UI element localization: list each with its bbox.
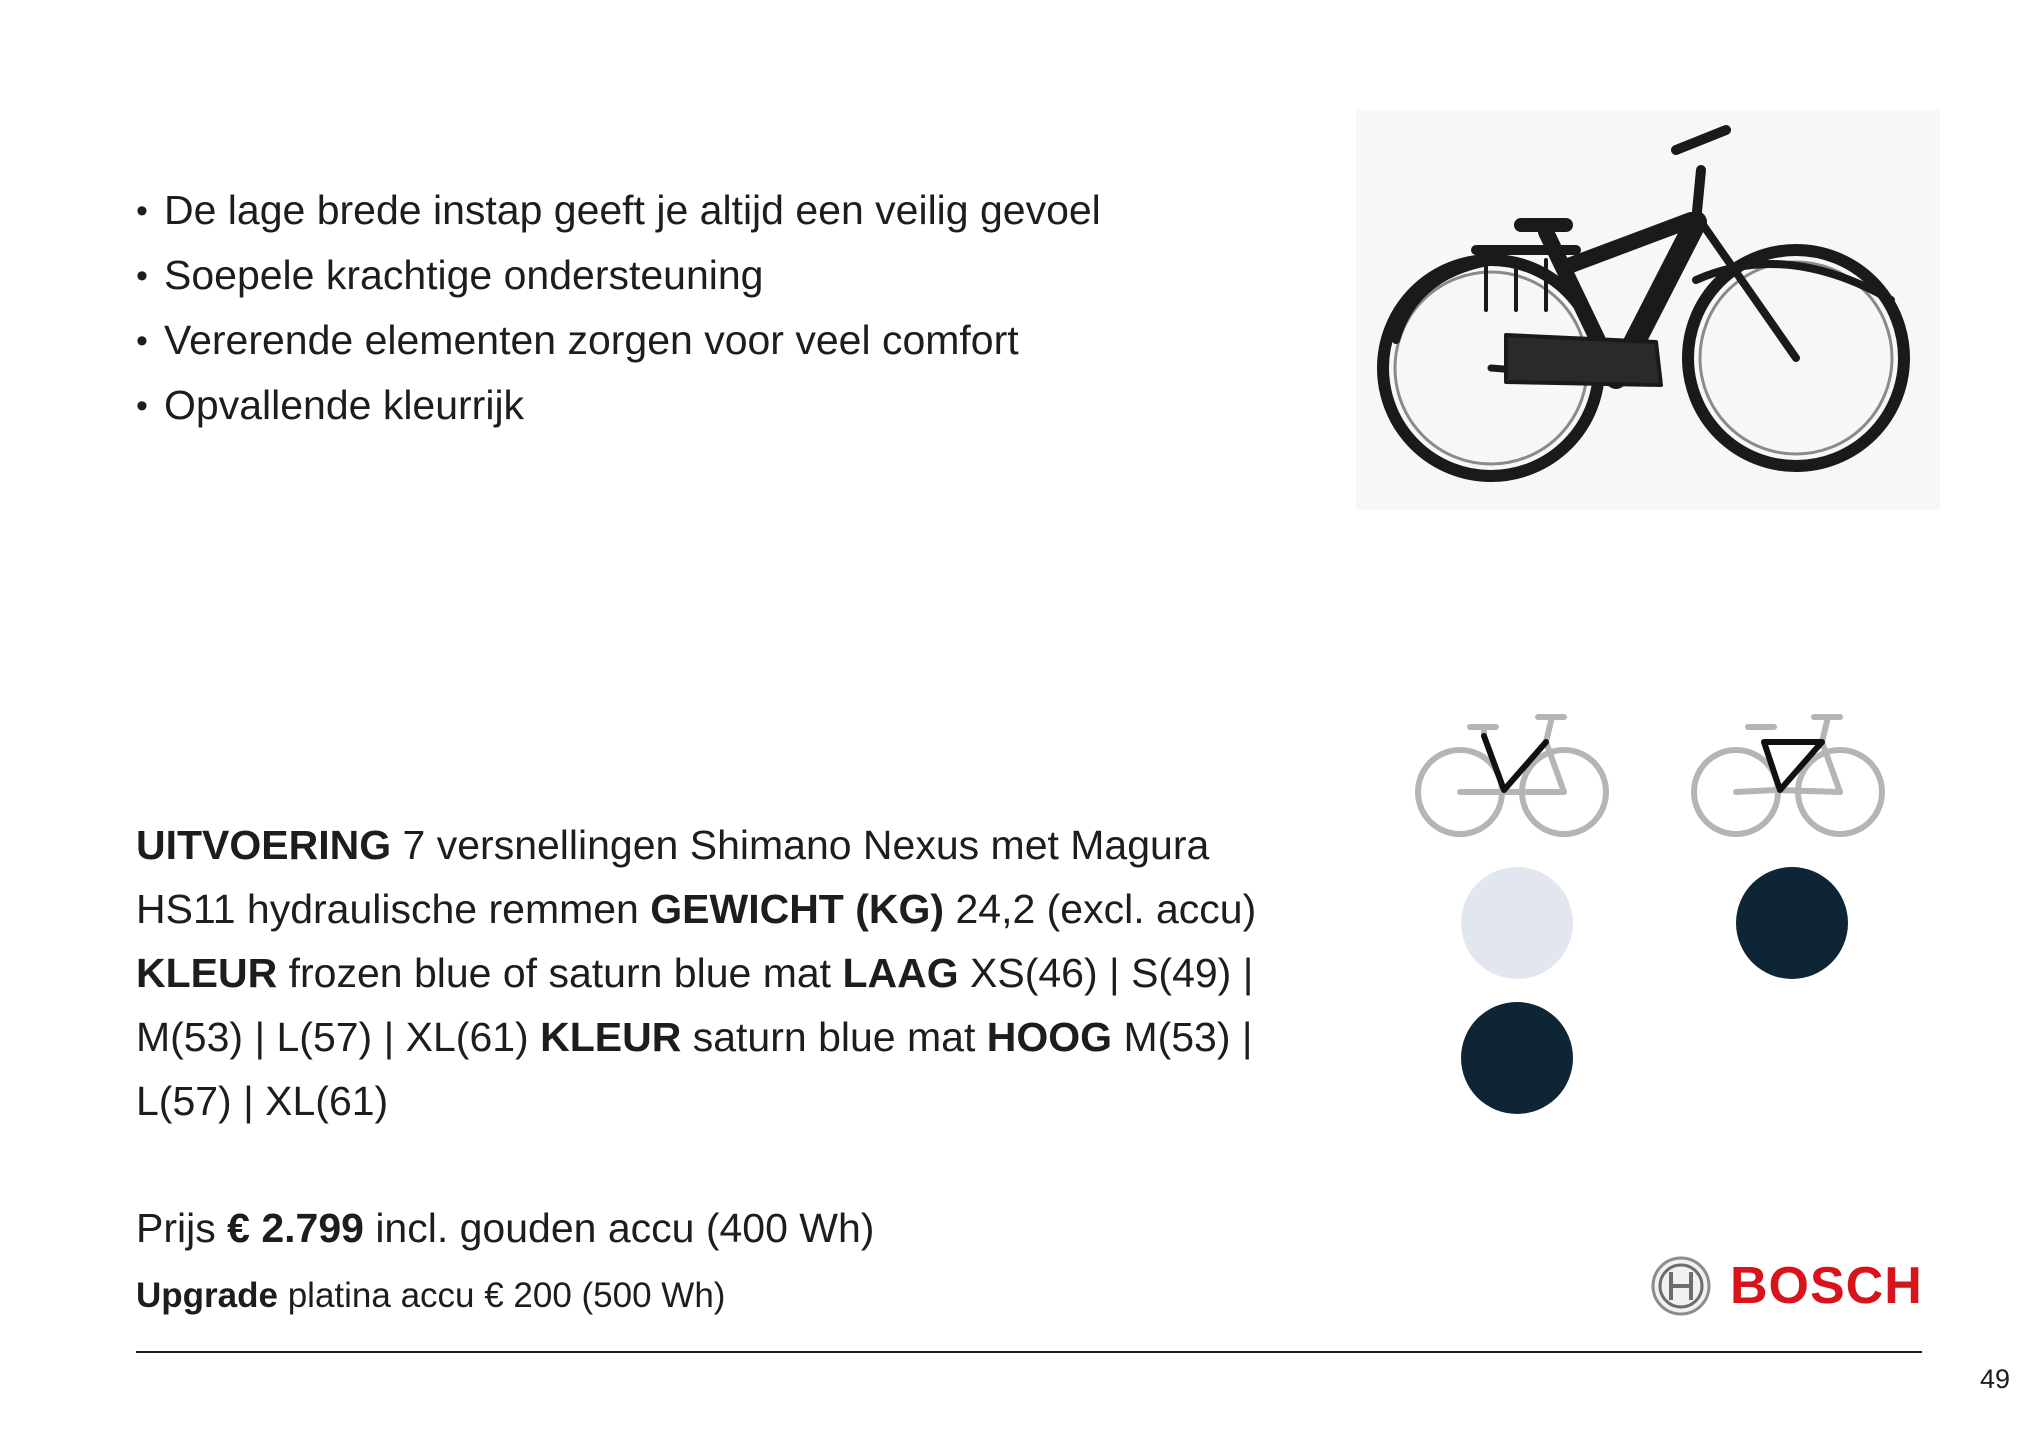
specs-paragraph [136, 813, 1296, 1133]
spec-label: GEWICHT (KG) [650, 886, 945, 932]
page-number: 49 [1979, 1364, 2010, 1394]
upgrade-text: platina accu € 200 (500 Wh) [287, 1276, 726, 1315]
spec-value: 7 versnellingen Shimano Nexus met Magura HS11 hydraulische remmen [136, 822, 1210, 932]
feature-item: • Opvallende kleurrijk [136, 373, 1101, 438]
divider [136, 1351, 1922, 1353]
feature-item: • Vererende elementen zorgen voor veel comfort [136, 308, 1101, 373]
spec-label: LAAG [842, 950, 959, 996]
feature-item: • Soepele krachtige ondersteuning [136, 243, 1101, 308]
price-amount: € 2.799 [227, 1205, 364, 1251]
color-swatch-saturn-blue [1461, 1002, 1573, 1114]
feature-item: • De lage brede instap geeft je altijd een veilig gevoel [136, 178, 1101, 243]
high-diamond-frame-icon [1688, 712, 1888, 842]
spec-value: frozen blue of saturn blue mat [288, 950, 832, 996]
bike-photo [1356, 110, 1940, 510]
price-suffix: incl. gouden accu (400 Wh) [375, 1205, 875, 1251]
bosch-armature-icon [1650, 1255, 1712, 1317]
spec-label: KLEUR [540, 1014, 682, 1060]
brand-name: BOSCH [1730, 1257, 1923, 1315]
color-swatch-frozen-blue [1461, 867, 1573, 979]
bosch-logo [1650, 1254, 1923, 1318]
color-swatch-saturn-blue [1736, 867, 1848, 979]
spec-value: XS(46) | S(49) | M(53) | L(57) | XL(61) [136, 950, 1254, 1060]
upgrade-label: Upgrade [136, 1276, 278, 1315]
spec-value: saturn blue mat [692, 1014, 976, 1060]
price-line [136, 1196, 874, 1260]
low-step-frame-icon [1412, 712, 1612, 842]
spec-value: 24,2 (excl. accu) [955, 886, 1257, 932]
spec-label: KLEUR [136, 950, 278, 996]
spec-label: HOOG [986, 1014, 1113, 1060]
spec-value: M(53) | L(57) | XL(61) [136, 1014, 1253, 1124]
spec-label: UITVOERING [136, 822, 392, 868]
price-prefix: Prijs [136, 1205, 216, 1251]
upgrade-line [136, 1269, 725, 1323]
feature-list [136, 178, 1101, 438]
